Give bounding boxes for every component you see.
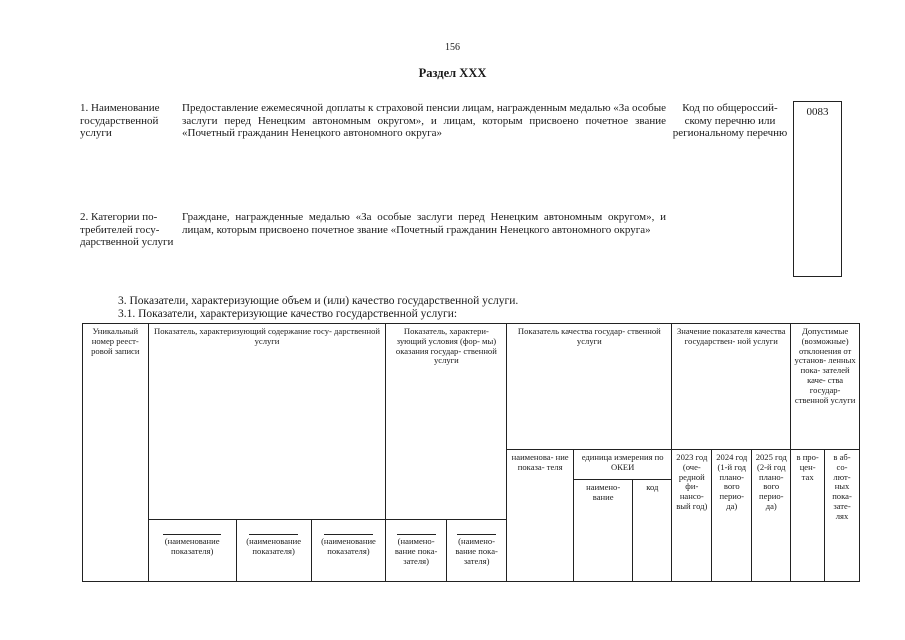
sub-year-2023: 2023 год (оче- редной фи- нансо- вый год) [672,450,712,582]
sub-year-2024: 2024 год (1-й год плано- вого перио- да) [712,450,752,582]
sub-year-2025: 2025 год (2-й год плано- вого перио- да) [752,450,791,582]
sub-okei-name: наимено- вание [573,480,632,582]
col-content-indicator: Показатель, характеризующий содержание госу- дарственной услуги [148,324,386,520]
content-sub-indicator-1: (наименование показателя) [148,520,236,582]
service-name-label: 1. Наименование государственной услуги [80,102,160,139]
section3-heading: 3. Показатели, характеризующие объем и (или) качество государственной услуги. [118,295,519,307]
quality-indicators-table [82,323,860,582]
col-unique-number: Уникальный номер реест- ровой записи [83,324,149,582]
categories-value: Граждане, награжденные медалью «За особые заслуги перед Ненецким автономным округом», и лицам, которым присвоено почетное звание «Почетный гражданин Ненецкого автономного округа» [182,211,666,236]
sub-absolute: в аб- со- лют- ных пока- зате- лях [825,450,860,582]
service-name-value: Предоставление ежемесячной доплаты к страховой пенсии лицам, награжденным медалью «За особые заслуги перед Ненецким автономным округом», и лицам, которым присвоено почетное звание «Почетный гражданин Ненецкого автономного округа» [182,102,666,139]
page-number: 156 [445,42,460,53]
sub-okei-unit: единица измерения по ОКЕИ [573,450,671,480]
categories-label: 2. Категории по- требителей госу- дарственной услуги [80,211,174,248]
content-sub-indicator-2: (наименование показателя) [236,520,311,582]
content-sub-indicator-3: (наименование показателя) [311,520,386,582]
col-indicator-values: Значение показателя качества государствен- ной услуги [672,324,791,450]
section-title: Раздел XXX [418,66,487,80]
condition-sub-indicator-2: (наимено- вание пока- зателя) [446,520,506,582]
sub-indicator-name: наименова- ние показа- теля [507,450,574,582]
col-quality-indicator: Показатель качества государ- ственной услуги [507,324,672,450]
code-value-box: 0083 [793,101,842,277]
sub-percent: в про- цен- тах [791,450,825,582]
sub-okei-code: код [633,480,672,582]
code-label: Код по общероссий- скому перечню или региональному перечню [672,102,788,139]
condition-sub-indicator-1: (наимено- вание пока- зателя) [386,520,446,582]
col-conditions-indicator: Показатель, характери- зующий условия (фор- мы) оказания государ- ственной услуги [386,324,507,520]
section31-heading: 3.1. Показатели, характеризующие качество государственной услуги: [118,308,458,320]
col-allowed-deviation: Допустимые (возможные) отклонения от установ- ленных пока- зателей каче- ства государ- ственной услуги [791,324,860,450]
